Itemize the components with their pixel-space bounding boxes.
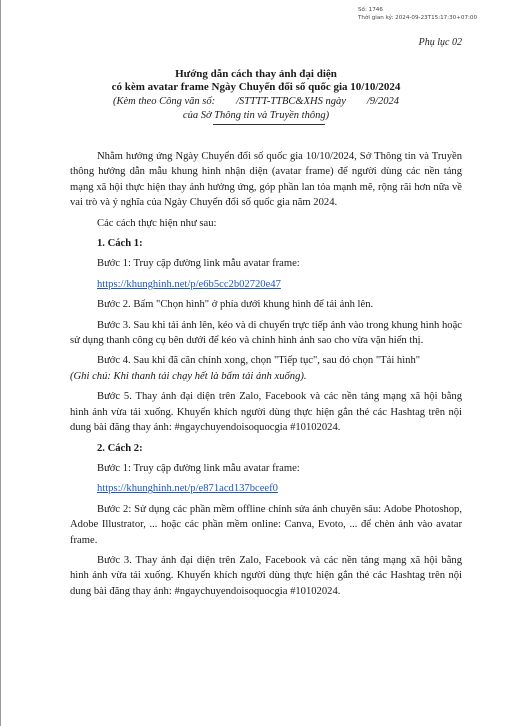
document-subtitle-line1: (Kèm theo Công văn số: /STTTT-TTBC&XHS ngày /9/2024 [113,96,399,107]
method2-step3: Bước 3. Thay ảnh đại diện trên Zalo, Facebook và các nền tảng mạng xã hội bằng hình ảnh vừa tải xuống. Khuyến khích người dùng thực hiện gắn thẻ các Hashtag trên nội dung bài đăng thay ảnh: #ngaychuyendoisoquocgia #10102024. [70,554,462,597]
document-number: Số: 1746 [358,7,383,13]
document-body [70,149,462,604]
method1-step3: Bước 3. Sau khi tải ảnh lên, kéo và di chuyển trực tiếp ảnh vào trong khung hình hoặc sử dụng thanh công cụ bên dưới để kéo và chỉnh hình ảnh sao cho vừa vặn hiển thị. [70,319,462,347]
method2-step1: Bước 1: Truy cập đường link mẫu avatar frame: [97,462,300,474]
signed-time: Thời gian ký: 2024-09-23T15:17:30+07:00 [358,15,478,21]
method1-avatar-frame-link[interactable]: https://khunghinh.net/p/e6b5cc2b02720e47 [97,278,281,290]
method1-step4-text: Bước 4. Sau khi đã căn chỉnh xong, chọn "Tiếp tục", sau đó chọn "Tải hình" [97,355,421,367]
intro-paragraph: Nhằm hưởng ứng Ngày Chuyển đổi số quốc gia 10/10/2024, Sở Thông tin và Truyền thông hướng dẫn mẫu khung hình nhận diện (avatar frame) để người dùng các nền tảng mạng xã hội thực hiện thay ảnh hưởng ứng, góp phần lan tỏa mạnh mẽ, rộng rãi hơn nữa về vai trò và ý nghĩa của Ngày Chuyển đổi số quốc gia năm 2024. [70,151,462,209]
method1-step4-note: (Ghi chú: Khi thanh tải chạy hết là bấm tải ảnh xuống). [70,370,307,382]
method2-step2: Bước 2: Sử dụng các phần mềm offline chỉnh sửa ảnh chuyên sâu: Adobe Photoshop, Adobe Illustrator, ... hoặc các phần mềm online: Canva, Evoto, ... để chèn ảnh vào avatar frame. [70,503,462,546]
method1-link-line [70,277,462,292]
method2-heading: 2. Cách 2: [97,442,143,454]
method1-step4 [70,353,462,384]
document-subtitle-line2: của Sở Thông tin và Truyền thông) [182,110,330,121]
method1-heading: 1. Cách 1: [97,238,143,250]
title-divider [213,124,325,125]
appendix-label: Phụ lục 02 [418,37,462,48]
signature-stamp [358,6,477,22]
method1-step2: Bước 2. Bấm "Chọn hình" ở phía dưới khung hình để tải ảnh lên. [97,299,374,311]
method2-avatar-frame-link[interactable]: https://khunghinh.net/p/e871acd137bceef0 [97,483,278,495]
document-title-line1: Hướng dẫn cách thay ảnh đại diện [175,68,337,80]
method2-link-line [70,481,462,496]
document-title-line2: có kèm avatar frame Ngày Chuyển đổi số quốc gia 10/10/2024 [111,81,401,93]
method1-step1: Bước 1: Truy cập đường link mẫu avatar frame: [97,258,300,270]
method1-step5: Bước 5. Thay ảnh đại diện trên Zalo, Facebook và các nền tảng mạng xã hội bằng hình ảnh vừa tải xuống. Khuyến khích người dùng thực hiện gắn thẻ các Hashtag trên nội dung bài đăng thay ảnh: #ngaychuyendoisoquocgia #10102024. [70,391,462,434]
methods-intro: Các cách thực hiện như sau: [97,217,217,229]
